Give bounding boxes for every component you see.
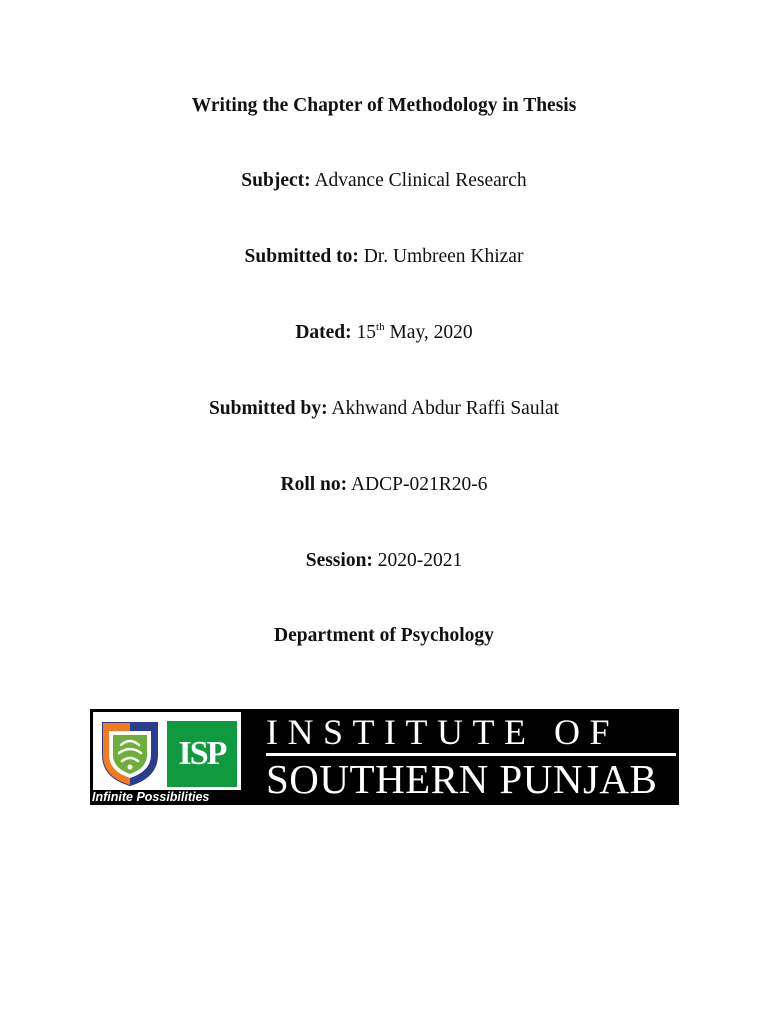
isp-badge: ISP	[167, 721, 237, 787]
shield-icon	[101, 721, 159, 787]
roll-no-value: ADCP-021R20-6	[350, 474, 488, 495]
roll-no-label: Roll no:	[280, 474, 348, 495]
subject-label: Subject:	[241, 170, 311, 191]
dated-line	[0, 321, 768, 345]
logo-white-panel	[93, 712, 241, 790]
dated-label: Dated:	[295, 322, 352, 343]
session-label: Session:	[305, 550, 373, 571]
submitted-to-line	[0, 245, 768, 269]
subject-value: Advance Clinical Research	[314, 170, 527, 191]
logo-tagline: Infinite Possibilities	[92, 790, 210, 804]
submitted-to-value: Dr. Umbreen Khizar	[363, 246, 524, 267]
institute-name-line1: INSTITUTE OF	[266, 712, 619, 752]
session-line	[0, 549, 768, 573]
submitted-by-label: Submitted by:	[208, 398, 328, 419]
department-line	[0, 624, 768, 648]
logo-emblem-area	[90, 709, 262, 805]
document-title: Writing the Chapter of Methodology in Thesis	[191, 95, 577, 116]
subject-line	[0, 169, 768, 193]
submitted-by-line	[0, 397, 768, 421]
submitted-to-label: Submitted to:	[244, 246, 359, 267]
submitted-by-value: Akhwand Abdur Raffi Saulat	[331, 398, 560, 419]
dated-day: 15	[356, 322, 377, 343]
department-name: Department of Psychology	[274, 625, 494, 646]
roll-no-line	[0, 473, 768, 497]
dated-suffix: th	[376, 320, 385, 333]
institute-name-line2: SOUTHERN PUNJAB	[266, 756, 658, 802]
dated-rest: May, 2020	[389, 322, 473, 343]
institute-logo-banner	[90, 709, 679, 805]
session-value: 2020-2021	[377, 550, 463, 571]
